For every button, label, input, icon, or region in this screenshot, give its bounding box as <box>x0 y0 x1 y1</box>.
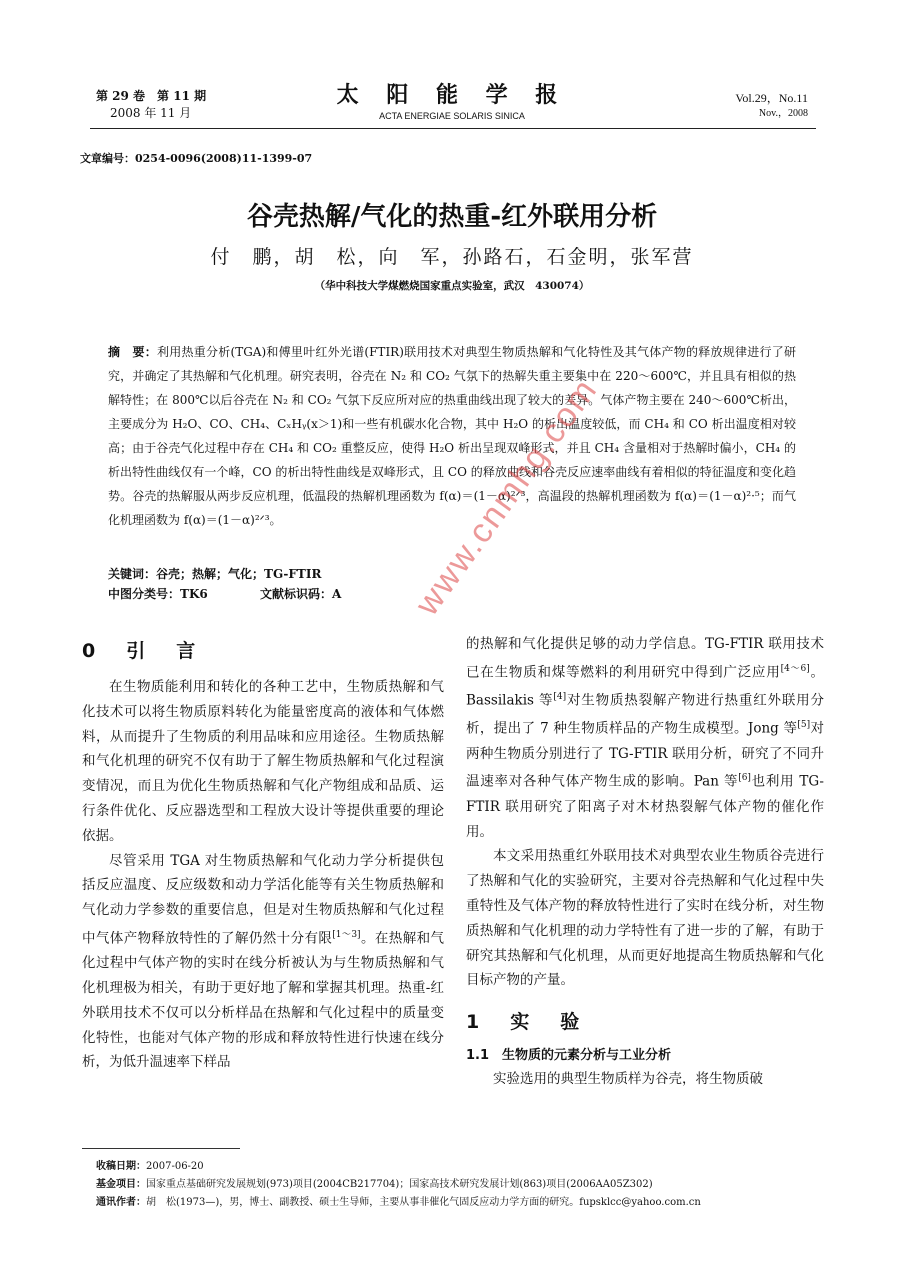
footnote-rule <box>82 1148 240 1149</box>
keywords-label: 关键词： <box>108 567 157 581</box>
corresponding-author <box>96 1194 836 1212</box>
issue-date: 2008 年 11 月 <box>110 106 192 120</box>
received-date <box>96 1158 836 1176</box>
abstract-text: 利用热重分析(TGA)和傅里叶红外光谱(FTIR)联用技术对典型生物质热解和气化特性及其气体产物的释放规律进行了研究，并确定了其热解和气化机理。研究表明，谷壳在 N₂ 和 CO₂ 气氛下的热解失重主要集中在 220～600℃，并且具有相似的热解特性；在 800℃以后谷壳在 N₂ 和 CO₂ 气氛下反应所对应的热重曲线出现了较大的差异。气体产物主要在 240～600℃析出，主要成分为 H₂O、CO、CH₄、CₓHᵧ(x＞1)和一些有机碳水化合物，其中 H₂O 的析出温度较低，而 CH₄ 和 CO 析出温度相对较高；由于谷壳气化过程中存在 CH₄ 和 CO₂ 重整反应，使得 H₂O 析出呈现双峰形式，并且 CH₄ 含量相对于热解时偏小，CH₄ 的析出特性曲线仅有一个峰，CO 的析出特性曲线是双峰形式，且 CO 的释放曲线和谷壳反应速率曲线有着相似的特征温度和变化趋势。谷壳的热解服从两步反应机理，低温段的热解机理函数为 f(α)＝(1－α)²ᐟ³，高温段的热解机理函数为 f(α)＝(1－α)²·⁵；而气化机理函数为 f(α)＝(1－α)²ᐟ³。 <box>108 345 796 527</box>
author-label: 通讯作者： <box>96 1197 146 1208</box>
citation-4-6[interactable]: [4～6] <box>780 663 810 674</box>
intro-p3-text-a: 的热解和气化提供足够的动力学信息。TG-FTIR 联用技术已在生物质和煤等燃料的利用研究中得到广泛应用 <box>466 636 824 681</box>
footnotes <box>96 1158 836 1212</box>
author-value: 胡 松(1973—)，男，博士、副教授、硕士生导师，主要从事非催化气固反应动力学方面的研究。fupsklcc@yahoo.com.cn <box>146 1197 701 1208</box>
citation-1-3[interactable]: [1～3] <box>332 929 361 940</box>
intro-paragraph-3 <box>466 632 824 844</box>
article-number: 文章编号：0254-0096(2008)11-1399-07 <box>80 152 313 165</box>
journal-masthead <box>300 82 604 122</box>
intro-paragraph-2 <box>82 849 444 1076</box>
journal-title-cn: 太 阳 能 学 报 <box>336 82 568 108</box>
subsection-1-1-heading: 1.1 生物质的元素分析与工业分析 <box>466 1048 672 1064</box>
keywords <box>108 565 321 582</box>
citation-6[interactable]: [6] <box>738 773 751 784</box>
right-column <box>466 632 824 1092</box>
issue-date-en: Nov.，2008 <box>758 108 808 119</box>
received-value: 2007-06-20 <box>146 1161 204 1172</box>
intro-p2-text-a: 尽管采用 TGA 对生物质热解和气化动力学分析提供包括反应温度、反应级数和动力学活化能等有关生物质热解和气化动力学参数的重要信息，但是对生物质热解和气化过程中气体产物释放特性的了解仍然十分有限 <box>82 852 444 947</box>
clc-label: 中图分类号： <box>108 587 181 601</box>
author-list: 付 鹏，胡 松，向 军，孙路石，石金明，张军营 <box>210 246 694 268</box>
journal-title-en: ACTA ENERGIAE SOLARIS SINICA <box>379 111 525 121</box>
paper-title: 谷壳热解/气化的热重-红外联用分析 <box>246 202 658 232</box>
intro-paragraph-4: 本文采用热重红外联用技术对典型农业生物质谷壳进行了热解和气化的实验研究，主要对谷壳热解和气化过程中失重特性及气体产物的释放特性进行了实时在线分析，对生物质热解和气化机理的动力学特性有了进一步的了解，有助于研究其热解和气化机理，从而更好地提高生物质热解和气化目标产物的产量。 <box>466 848 824 989</box>
intro-p3-text-d: 对两种生物质分别进行了 TG-FTIR 联用分析，研究了不同升温速率对各种气体产物生成的影响。Pan 等 <box>466 720 825 790</box>
affiliation: （华中科技大学煤燃烧国家重点实验室，武汉 430074） <box>314 280 590 292</box>
doc-code-value: A <box>332 587 342 601</box>
received-label: 收稿日期： <box>96 1161 146 1172</box>
keywords-text: 谷壳；热解；气化；TG-FTIR <box>156 567 322 581</box>
section-1-paragraph-1: 实验选用的典型生物质样为谷壳，将生物质破 <box>493 1071 763 1088</box>
volume-issue-en: Vol.29，No.11 <box>735 91 808 105</box>
classification <box>108 585 341 602</box>
header-rule <box>90 128 816 129</box>
watermark: www.cnmhg.com <box>408 371 606 623</box>
clc-value: TK6 <box>180 587 208 601</box>
intro-heading: 0 引 言 <box>82 640 202 662</box>
abstract <box>108 340 796 532</box>
doc-code-label: 文献标识码： <box>260 587 333 601</box>
citation-5[interactable]: [5] <box>797 720 811 731</box>
intro-paragraph-1: 在生物质能利用和转化的各种工艺中，生物质热解和气化技术可以将生物质原料转化为能量密度高的液体和气体燃料，从而提升了生物质的利用品味和应用途径。生物质热解和气化机理的研究不仅有助于了解生物质热解和气化过程演变情况，而且为优化生物质热解和气化产物组成和品质、运行条件优化、反应器选型和工程放大设计等提供重要的理论依据。 <box>82 679 444 844</box>
intro-p3-text-e: 也利用 TG-FTIR 联用研究了阳离子对木材热裂解气体产物的催化作用。 <box>466 773 824 840</box>
intro-p3-text-b: 。Bassilakis 等 <box>466 664 825 709</box>
abstract-label: 摘 要： <box>108 345 158 359</box>
intro-p3-text-c: 对生物质热裂解产物进行热重红外联用分析，提出了 7 种生物质样品的产物生成模型。Jong 等 <box>466 692 825 737</box>
intro-p2-text-b: 。在热解和气化过程中气体产物的实时在线分析被认为与生物质热解和气化机理极为相关，有助于更好地了解和掌握其机理。热重-红外联用技术不仅可以分析样品在热解和气化过程中的质量变化特性，也能对气体产物的形成和释放特性进行快速在线分析，为低升温速率下样品 <box>82 930 445 1071</box>
fund-info <box>96 1176 836 1194</box>
header-volume-en <box>735 90 808 122</box>
fund-value: 国家重点基础研究发展规划(973)项目(2004CB217704)；国家高技术研究发展计划(863)项目(2006AA05Z302) <box>146 1179 653 1190</box>
left-column <box>82 636 444 1075</box>
volume-issue: 第 29 卷 第 11 期 <box>96 89 207 103</box>
citation-4[interactable]: [4] <box>553 692 567 703</box>
fund-label: 基金项目： <box>96 1179 146 1190</box>
header-volume-block <box>96 88 206 122</box>
section-1-heading: 1 实 验 <box>466 1011 586 1034</box>
